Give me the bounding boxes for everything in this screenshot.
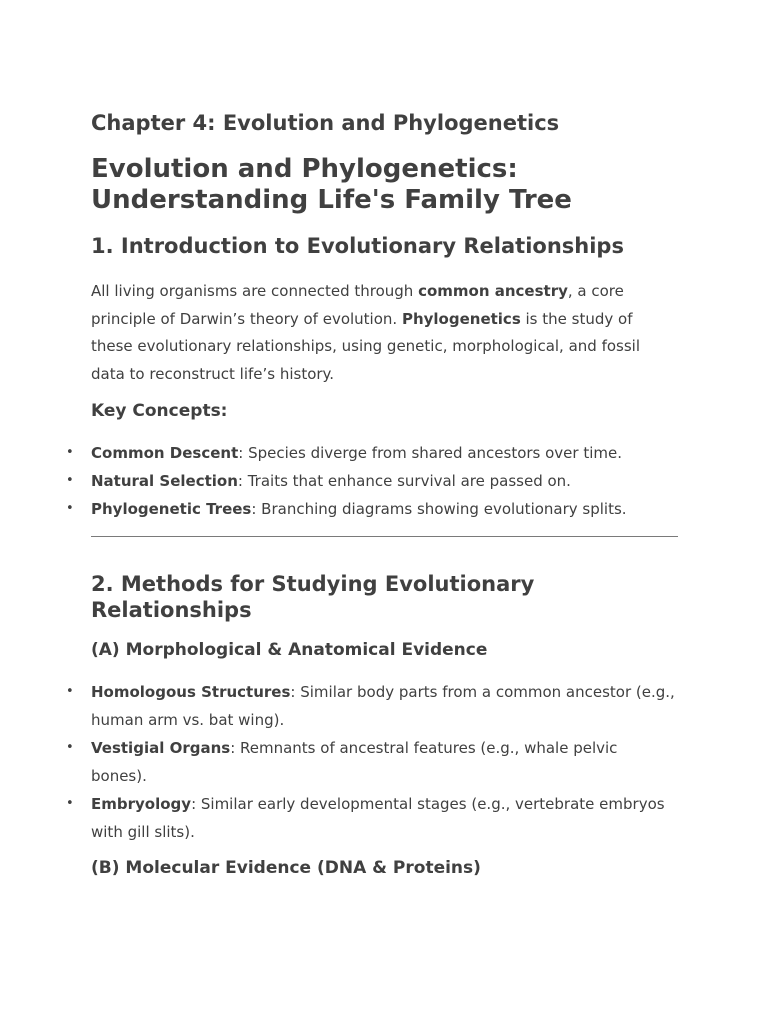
- subsection-a-heading: (A) Morphological & Anatomical Evidence: [91, 640, 488, 660]
- bullet: •: [66, 445, 74, 460]
- intro-text-3: is the study of these evolutionary relationships, using genetic, morphological, and fossil data to reconstruct life’s history.: [91, 309, 640, 383]
- section-1-heading: 1. Introduction to Evolutionary Relationships: [91, 234, 624, 258]
- list-item-desc: : Species diverge from shared ancestors over time.: [238, 444, 623, 462]
- list-item-desc: : Similar body parts from a common ancestor (e.g., human arm vs. bat wing).: [91, 683, 675, 729]
- list-item-desc: : Similar early developmental stages (e.g., vertebrate embryos with gill slits).: [91, 795, 665, 841]
- list-item-term: Natural Selection: [91, 472, 238, 490]
- intro-bold-common-ancestry: common ancestry: [418, 282, 568, 300]
- bullet: •: [66, 473, 74, 488]
- bullet: •: [66, 501, 74, 516]
- intro-paragraph: [91, 278, 678, 388]
- morphological-evidence-list: [66, 678, 678, 846]
- chapter-title: Chapter 4: Evolution and Phylogenetics: [91, 111, 560, 135]
- list-item-desc: : Branching diagrams showing evolutionary splits.: [251, 500, 627, 518]
- key-concepts-list: [66, 439, 678, 523]
- list-item-term: Phylogenetic Trees: [91, 500, 252, 518]
- intro-bold-phylogenetics: Phylogenetics: [401, 309, 521, 328]
- list-item: [66, 790, 678, 846]
- list-item-term: Vestigial Organs: [91, 739, 231, 757]
- bullet: •: [66, 740, 74, 755]
- list-item-desc: : Traits that enhance survival are passed on.: [237, 472, 571, 490]
- list-item-term: Common Descent: [91, 444, 239, 462]
- list-item-desc: : Remnants of ancestral features (e.g., whale pelvic bones).: [91, 739, 618, 785]
- list-item: [66, 439, 678, 467]
- main-title: Evolution and Phylogenetics: Understanding Life's Family Tree: [91, 154, 572, 215]
- subsection-b-heading: (B) Molecular Evidence (DNA & Proteins): [91, 858, 481, 878]
- list-item: [66, 678, 678, 734]
- bullet: •: [66, 796, 74, 811]
- list-item: [66, 467, 678, 495]
- list-item: [66, 734, 678, 790]
- list-item-term: Homologous Structures: [91, 683, 291, 701]
- section-divider: [91, 536, 678, 537]
- intro-text-2: , a core principle of Darwin’s theory of evolution.: [91, 282, 624, 328]
- key-concepts-heading: Key Concepts:: [91, 401, 228, 421]
- list-item-term: Embryology: [91, 795, 192, 813]
- section-2-heading: 2. Methods for Studying Evolutionary Relationships: [91, 572, 535, 622]
- list-item: [66, 495, 678, 523]
- bullet: •: [66, 684, 74, 699]
- intro-text-1: All living organisms are connected through: [91, 282, 419, 300]
